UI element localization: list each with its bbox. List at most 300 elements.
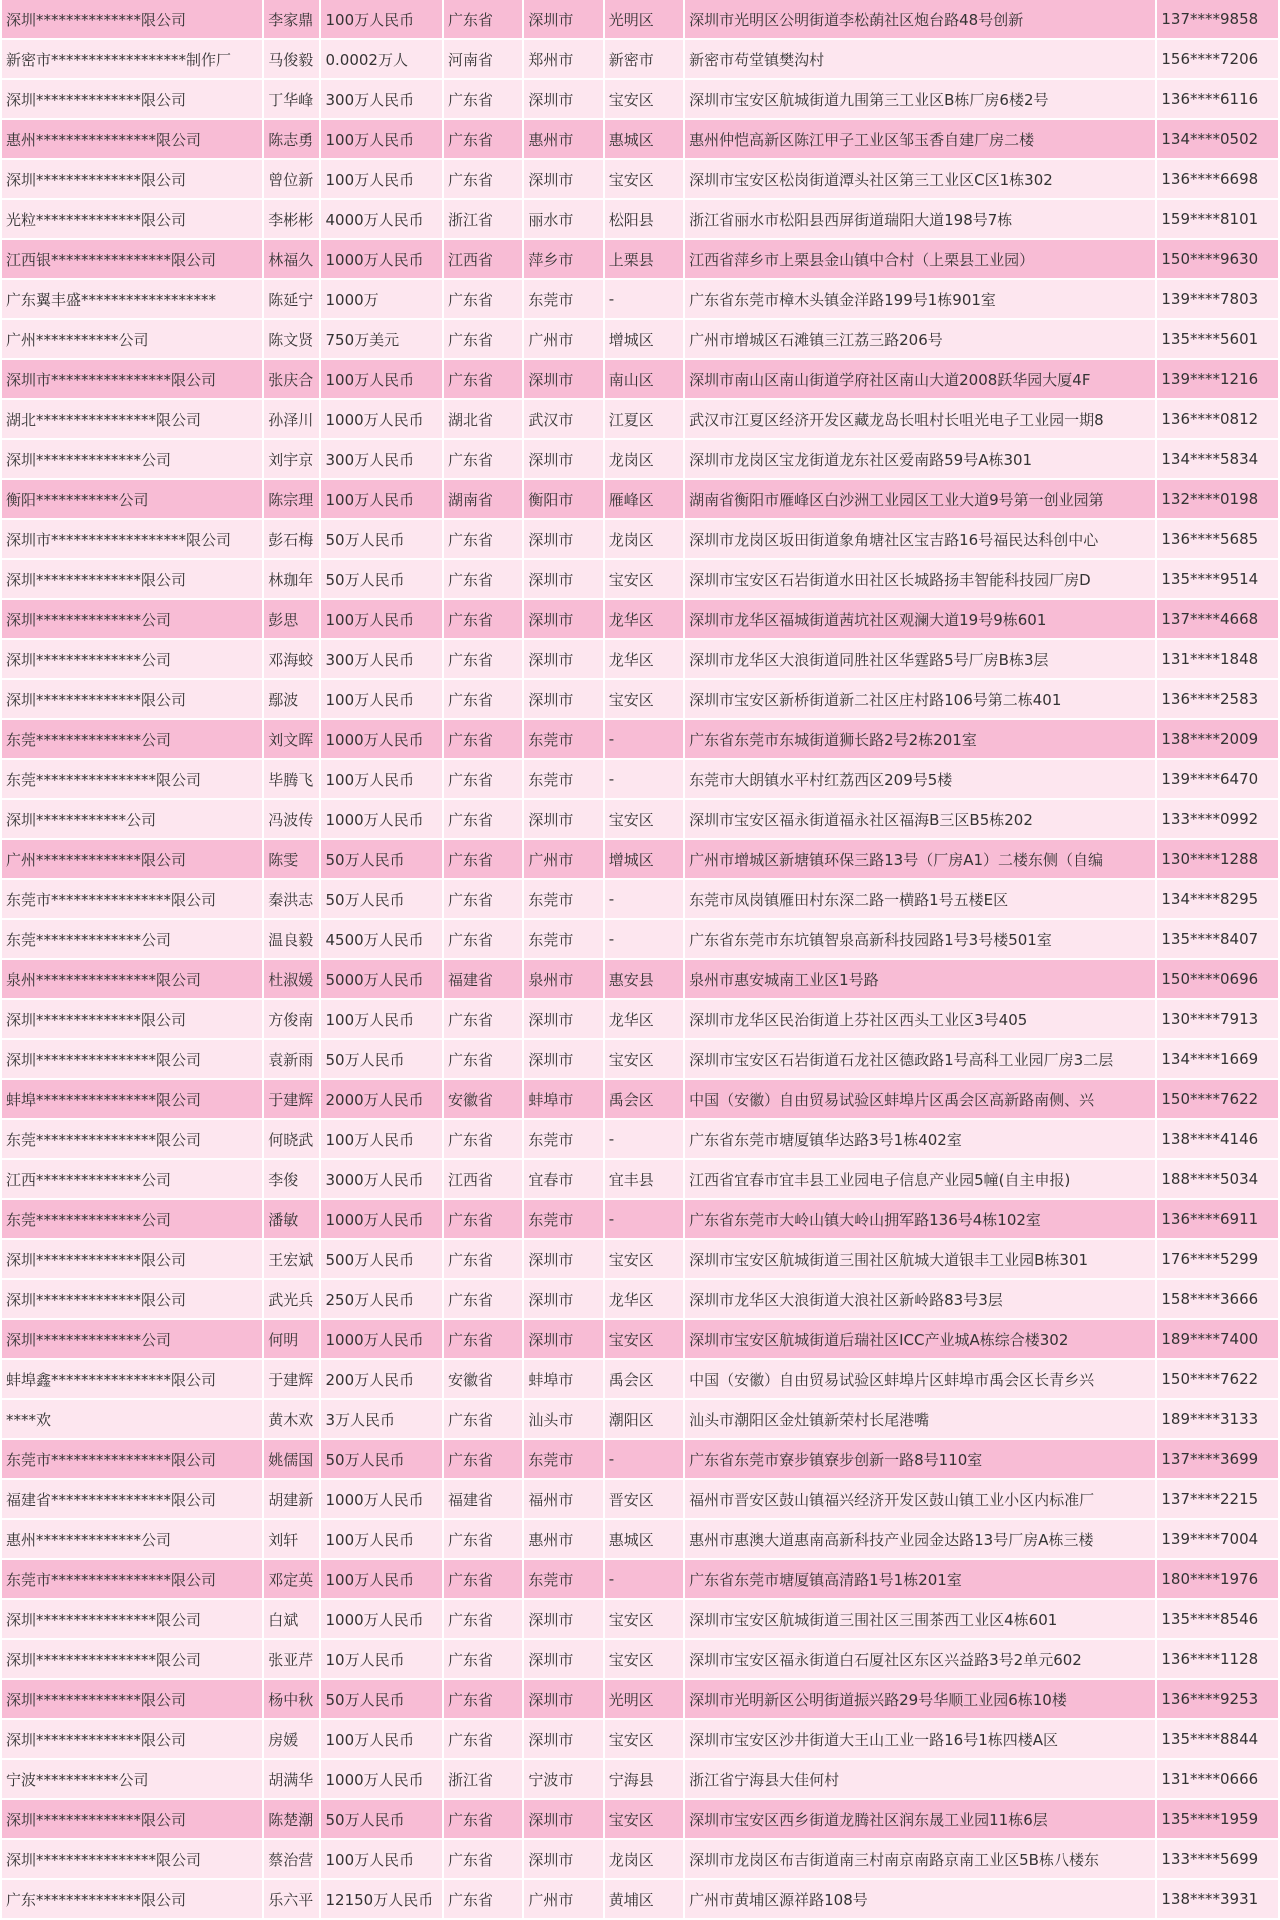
- province-cell: 广东省: [444, 120, 522, 160]
- district-cell: 龙华区: [605, 1280, 683, 1320]
- province-cell: 广东省: [444, 1120, 522, 1160]
- table-row: [2, 480, 1278, 520]
- registered-capital-cell: 100万人民币: [321, 360, 442, 400]
- company-name-cell: ****欢: [2, 1400, 262, 1440]
- district-cell: 宝安区: [605, 1320, 683, 1360]
- city-cell: 深圳市: [524, 1320, 602, 1360]
- table-row: [2, 1240, 1278, 1280]
- district-cell: 惠城区: [605, 120, 683, 160]
- district-cell: 龙岗区: [605, 520, 683, 560]
- registered-capital-cell: 3万人民币: [321, 1400, 442, 1440]
- district-cell: 禹会区: [605, 1360, 683, 1400]
- legal-person-cell: 袁新雨: [264, 1040, 319, 1080]
- legal-person-cell: 陈宗理: [264, 480, 319, 520]
- legal-person-cell: 何晓武: [264, 1120, 319, 1160]
- address-cell: 江西省萍乡市上栗县金山镇中合村（上栗县工业园）: [685, 240, 1155, 280]
- phone-cell: 134****1669: [1157, 1040, 1278, 1080]
- city-cell: 深圳市: [524, 160, 602, 200]
- province-cell: 广东省: [444, 920, 522, 960]
- address-cell: 新密市苟堂镇樊沟村: [685, 40, 1155, 80]
- address-cell: 深圳市南山区南山街道学府社区南山大道2008跃华园大厦4F: [685, 360, 1155, 400]
- city-cell: 深圳市: [524, 1240, 602, 1280]
- district-cell: -: [605, 720, 683, 760]
- address-cell: 广东省东莞市东城街道狮长路2号2栋201室: [685, 720, 1155, 760]
- province-cell: 广东省: [444, 1600, 522, 1640]
- address-cell: 深圳市龙华区民治街道上芬社区西头工业区3号405: [685, 1000, 1155, 1040]
- province-cell: 浙江省: [444, 200, 522, 240]
- phone-cell: 134****8295: [1157, 880, 1278, 920]
- legal-person-cell: 曾位新: [264, 160, 319, 200]
- address-cell: 浙江省丽水市松阳县西屏街道瑞阳大道198号7栋: [685, 200, 1155, 240]
- phone-cell: 135****8546: [1157, 1600, 1278, 1640]
- registered-capital-cell: 50万人民币: [321, 1680, 442, 1720]
- district-cell: 龙华区: [605, 600, 683, 640]
- address-cell: 深圳市宝安区航城街道三围社区三围茶西工业区4栋601: [685, 1600, 1155, 1640]
- province-cell: 广东省: [444, 1680, 522, 1720]
- district-cell: 江夏区: [605, 400, 683, 440]
- table-row: [2, 1440, 1278, 1480]
- district-cell: -: [605, 920, 683, 960]
- phone-cell: 134****0502: [1157, 120, 1278, 160]
- city-cell: 丽水市: [524, 200, 602, 240]
- phone-cell: 136****2583: [1157, 680, 1278, 720]
- district-cell: 潮阳区: [605, 1400, 683, 1440]
- table-row: [2, 760, 1278, 800]
- company-name-cell: 惠州****************限公司: [2, 120, 262, 160]
- table-row: [2, 280, 1278, 320]
- city-cell: 惠州市: [524, 1520, 602, 1560]
- address-cell: 浙江省宁海县大佳何村: [685, 1760, 1155, 1800]
- address-cell: 深圳市宝安区福永街道白石厦社区东区兴益路3号2单元602: [685, 1640, 1155, 1680]
- city-cell: 福州市: [524, 1480, 602, 1520]
- district-cell: 雁峰区: [605, 480, 683, 520]
- address-cell: 广东省东莞市塘厦镇华达路3号1栋402室: [685, 1120, 1155, 1160]
- table-row: [2, 1120, 1278, 1160]
- registered-capital-cell: 750万美元: [321, 320, 442, 360]
- company-name-cell: 深圳**************限公司: [2, 1280, 262, 1320]
- legal-person-cell: 杜淑媛: [264, 960, 319, 1000]
- company-name-cell: 广东**************限公司: [2, 1880, 262, 1920]
- city-cell: 深圳市: [524, 80, 602, 120]
- table-row: [2, 680, 1278, 720]
- table-body: [2, 0, 1278, 1920]
- address-cell: 深圳市龙华区大浪街道同胜社区华霆路5号厂房B栋3层: [685, 640, 1155, 680]
- city-cell: 萍乡市: [524, 240, 602, 280]
- company-name-cell: 东莞市****************限公司: [2, 880, 262, 920]
- legal-person-cell: 陈文贤: [264, 320, 319, 360]
- table-row: [2, 1560, 1278, 1600]
- registered-capital-cell: 50万人民币: [321, 1440, 442, 1480]
- address-cell: 深圳市宝安区松岗街道潭头社区第三工业区C区1栋302: [685, 160, 1155, 200]
- company-name-cell: 深圳**************公司: [2, 600, 262, 640]
- district-cell: 宝安区: [605, 1600, 683, 1640]
- registered-capital-cell: 10万人民币: [321, 1640, 442, 1680]
- address-cell: 深圳市宝安区航城街道三围社区航城大道银丰工业园B栋301: [685, 1240, 1155, 1280]
- district-cell: -: [605, 880, 683, 920]
- phone-cell: 136****6698: [1157, 160, 1278, 200]
- city-cell: 东莞市: [524, 920, 602, 960]
- province-cell: 广东省: [444, 1400, 522, 1440]
- table-row: [2, 1200, 1278, 1240]
- city-cell: 深圳市: [524, 1600, 602, 1640]
- district-cell: 晋安区: [605, 1480, 683, 1520]
- company-name-cell: 惠州**************公司: [2, 1520, 262, 1560]
- district-cell: 宝安区: [605, 160, 683, 200]
- address-cell: 深圳市龙岗区布吉街道南三村南京南路京南工业区5B栋八楼东: [685, 1840, 1155, 1880]
- registered-capital-cell: 100万人民币: [321, 1840, 442, 1880]
- legal-person-cell: 林福久: [264, 240, 319, 280]
- table-row: [2, 1400, 1278, 1440]
- district-cell: 龙华区: [605, 1000, 683, 1040]
- address-cell: 中国（安徽）自由贸易试验区蚌埠片区禹会区高新路南侧、兴: [685, 1080, 1155, 1120]
- legal-person-cell: 陈雯: [264, 840, 319, 880]
- address-cell: 东莞市大朗镇水平村红荔西区209号5楼: [685, 760, 1155, 800]
- legal-person-cell: 房媛: [264, 1720, 319, 1760]
- company-name-cell: 福建省****************限公司: [2, 1480, 262, 1520]
- legal-person-cell: 李俊: [264, 1160, 319, 1200]
- district-cell: 南山区: [605, 360, 683, 400]
- company-name-cell: 东莞**************公司: [2, 1200, 262, 1240]
- phone-cell: 137****4668: [1157, 600, 1278, 640]
- address-cell: 广东省东莞市东坑镇智泉高新科技园路1号3号楼501室: [685, 920, 1155, 960]
- legal-person-cell: 陈志勇: [264, 120, 319, 160]
- province-cell: 广东省: [444, 1720, 522, 1760]
- city-cell: 衡阳市: [524, 480, 602, 520]
- city-cell: 东莞市: [524, 280, 602, 320]
- province-cell: 广东省: [444, 680, 522, 720]
- address-cell: 广东省东莞市樟木头镇金洋路199号1栋901室: [685, 280, 1155, 320]
- registered-capital-cell: 300万人民币: [321, 440, 442, 480]
- table-row: [2, 160, 1278, 200]
- company-name-cell: 东莞**************公司: [2, 720, 262, 760]
- registered-capital-cell: 1000万人民币: [321, 1760, 442, 1800]
- legal-person-cell: 陈楚潮: [264, 1800, 319, 1840]
- legal-person-cell: 鄢波: [264, 680, 319, 720]
- phone-cell: 135****8844: [1157, 1720, 1278, 1760]
- address-cell: 福州市晋安区鼓山镇福兴经济开发区鼓山镇工业小区内标准厂: [685, 1480, 1155, 1520]
- province-cell: 安徽省: [444, 1360, 522, 1400]
- address-cell: 武汉市江夏区经济开发区藏龙岛长咀村长咀光电子工业园一期8: [685, 400, 1155, 440]
- registered-capital-cell: 1000万人民币: [321, 240, 442, 280]
- district-cell: 惠安县: [605, 960, 683, 1000]
- address-cell: 东莞市凤岗镇雁田村东深二路一横路1号五楼E区: [685, 880, 1155, 920]
- table-row: [2, 1880, 1278, 1920]
- registered-capital-cell: 100万人民币: [321, 1120, 442, 1160]
- phone-cell: 131****0666: [1157, 1760, 1278, 1800]
- address-cell: 深圳市龙华区大浪街道大浪社区新岭路83号3层: [685, 1280, 1155, 1320]
- address-cell: 汕头市潮阳区金灶镇新荣村长尾港嘴: [685, 1400, 1155, 1440]
- phone-cell: 138****4146: [1157, 1120, 1278, 1160]
- province-cell: 广东省: [444, 1840, 522, 1880]
- registered-capital-cell: 0.0002万人: [321, 40, 442, 80]
- province-cell: 广东省: [444, 1640, 522, 1680]
- company-name-cell: 深圳**************限公司: [2, 560, 262, 600]
- phone-cell: 136****5685: [1157, 520, 1278, 560]
- company-name-cell: 深圳**************公司: [2, 1320, 262, 1360]
- province-cell: 广东省: [444, 1320, 522, 1360]
- company-name-cell: 深圳**************限公司: [2, 1000, 262, 1040]
- province-cell: 广东省: [444, 1040, 522, 1080]
- district-cell: 宝安区: [605, 1800, 683, 1840]
- district-cell: -: [605, 280, 683, 320]
- phone-cell: 136****6911: [1157, 1200, 1278, 1240]
- city-cell: 东莞市: [524, 1120, 602, 1160]
- registered-capital-cell: 250万人民币: [321, 1280, 442, 1320]
- district-cell: -: [605, 1120, 683, 1160]
- district-cell: -: [605, 760, 683, 800]
- district-cell: 龙岗区: [605, 1840, 683, 1880]
- province-cell: 广东省: [444, 360, 522, 400]
- province-cell: 湖北省: [444, 400, 522, 440]
- city-cell: 深圳市: [524, 440, 602, 480]
- city-cell: 汕头市: [524, 1400, 602, 1440]
- phone-cell: 135****5601: [1157, 320, 1278, 360]
- phone-cell: 139****7803: [1157, 280, 1278, 320]
- table-row: [2, 1360, 1278, 1400]
- registered-capital-cell: 200万人民币: [321, 1360, 442, 1400]
- legal-person-cell: 彭石梅: [264, 520, 319, 560]
- company-name-cell: 东莞****************限公司: [2, 760, 262, 800]
- phone-cell: 134****5834: [1157, 440, 1278, 480]
- address-cell: 广州市黄埔区源祥路108号: [685, 1880, 1155, 1920]
- registered-capital-cell: 100万人民币: [321, 0, 442, 40]
- district-cell: 禹会区: [605, 1080, 683, 1120]
- company-name-cell: 泉州****************限公司: [2, 960, 262, 1000]
- table-row: [2, 640, 1278, 680]
- registered-capital-cell: 1000万人民币: [321, 1600, 442, 1640]
- province-cell: 广东省: [444, 280, 522, 320]
- company-name-cell: 衡阳***********公司: [2, 480, 262, 520]
- address-cell: 深圳市宝安区西乡街道龙腾社区润东晟工业园11栋6层: [685, 1800, 1155, 1840]
- city-cell: 深圳市: [524, 520, 602, 560]
- phone-cell: 131****1848: [1157, 640, 1278, 680]
- address-cell: 广东省东莞市大岭山镇大岭山拥军路136号4栋102室: [685, 1200, 1155, 1240]
- district-cell: 龙华区: [605, 640, 683, 680]
- province-cell: 江西省: [444, 240, 522, 280]
- table-row: [2, 840, 1278, 880]
- registered-capital-cell: 100万人民币: [321, 120, 442, 160]
- table-row: [2, 1680, 1278, 1720]
- phone-cell: 136****9253: [1157, 1680, 1278, 1720]
- address-cell: 深圳市龙岗区宝龙街道龙东社区爱南路59号A栋301: [685, 440, 1155, 480]
- address-cell: 广州市增城区新塘镇环保三路13号（厂房A1）二楼东侧（自编: [685, 840, 1155, 880]
- city-cell: 深圳市: [524, 800, 602, 840]
- city-cell: 东莞市: [524, 720, 602, 760]
- table-row: [2, 40, 1278, 80]
- city-cell: 东莞市: [524, 1200, 602, 1240]
- address-cell: 深圳市光明区公明街道李松蓢社区炮台路48号创新: [685, 0, 1155, 40]
- company-name-cell: 深圳**************限公司: [2, 1720, 262, 1760]
- province-cell: 广东省: [444, 760, 522, 800]
- legal-person-cell: 于建辉: [264, 1360, 319, 1400]
- district-cell: 宝安区: [605, 1640, 683, 1680]
- table-row: [2, 1520, 1278, 1560]
- city-cell: 惠州市: [524, 120, 602, 160]
- registered-capital-cell: 100万人民币: [321, 1560, 442, 1600]
- company-name-cell: 深圳****************限公司: [2, 1640, 262, 1680]
- registered-capital-cell: 50万人民币: [321, 1040, 442, 1080]
- phone-cell: 159****8101: [1157, 200, 1278, 240]
- city-cell: 深圳市: [524, 360, 602, 400]
- city-cell: 深圳市: [524, 560, 602, 600]
- company-name-cell: 东莞**************公司: [2, 920, 262, 960]
- table-row: [2, 0, 1278, 40]
- phone-cell: 138****2009: [1157, 720, 1278, 760]
- registered-capital-cell: 12150万人民币: [321, 1880, 442, 1920]
- province-cell: 广东省: [444, 1200, 522, 1240]
- legal-person-cell: 毕腾飞: [264, 760, 319, 800]
- district-cell: 宝安区: [605, 80, 683, 120]
- district-cell: 宝安区: [605, 1240, 683, 1280]
- company-name-cell: 东莞****************限公司: [2, 1120, 262, 1160]
- phone-cell: 188****5034: [1157, 1160, 1278, 1200]
- table-row: [2, 600, 1278, 640]
- registered-capital-cell: 50万人民币: [321, 880, 442, 920]
- phone-cell: 189****3133: [1157, 1400, 1278, 1440]
- table-row: [2, 240, 1278, 280]
- city-cell: 深圳市: [524, 1000, 602, 1040]
- table-row: [2, 880, 1278, 920]
- company-name-cell: 蚌埠鑫****************限公司: [2, 1360, 262, 1400]
- phone-cell: 158****3666: [1157, 1280, 1278, 1320]
- address-cell: 广州市增城区石滩镇三江荔三路206号: [685, 320, 1155, 360]
- city-cell: 东莞市: [524, 880, 602, 920]
- address-cell: 惠州市惠澳大道惠南高新科技产业园金达路13号厂房A栋三楼: [685, 1520, 1155, 1560]
- company-name-cell: 深圳************公司: [2, 800, 262, 840]
- legal-person-cell: 刘轩: [264, 1520, 319, 1560]
- address-cell: 广东省东莞市塘厦镇高清路1号1栋201室: [685, 1560, 1155, 1600]
- province-cell: 广东省: [444, 800, 522, 840]
- phone-cell: 130****7913: [1157, 1000, 1278, 1040]
- legal-person-cell: 白斌: [264, 1600, 319, 1640]
- table-row: [2, 360, 1278, 400]
- legal-person-cell: 蔡治营: [264, 1840, 319, 1880]
- address-cell: 深圳市宝安区新桥街道新二社区庄村路106号第二栋401: [685, 680, 1155, 720]
- district-cell: 宝安区: [605, 680, 683, 720]
- legal-person-cell: 邓定英: [264, 1560, 319, 1600]
- city-cell: 深圳市: [524, 1280, 602, 1320]
- table-row: [2, 1720, 1278, 1760]
- city-cell: 武汉市: [524, 400, 602, 440]
- province-cell: 广东省: [444, 1800, 522, 1840]
- company-name-cell: 湖北****************限公司: [2, 400, 262, 440]
- table-row: [2, 720, 1278, 760]
- registered-capital-cell: 100万人民币: [321, 160, 442, 200]
- registered-capital-cell: 100万人民币: [321, 680, 442, 720]
- legal-person-cell: 胡建新: [264, 1480, 319, 1520]
- province-cell: 福建省: [444, 960, 522, 1000]
- province-cell: 广东省: [444, 640, 522, 680]
- province-cell: 广东省: [444, 160, 522, 200]
- city-cell: 广州市: [524, 320, 602, 360]
- phone-cell: 138****3931: [1157, 1880, 1278, 1920]
- registered-capital-cell: 500万人民币: [321, 1240, 442, 1280]
- registered-capital-cell: 50万人民币: [321, 560, 442, 600]
- legal-person-cell: 秦洪志: [264, 880, 319, 920]
- company-name-cell: 深圳****************限公司: [2, 1040, 262, 1080]
- registered-capital-cell: 100万人民币: [321, 1000, 442, 1040]
- legal-person-cell: 乐六平: [264, 1880, 319, 1920]
- city-cell: 深圳市: [524, 1840, 602, 1880]
- district-cell: 松阳县: [605, 200, 683, 240]
- address-cell: 深圳市龙华区福城街道茜坑社区观澜大道19号9栋601: [685, 600, 1155, 640]
- legal-person-cell: 陈延宁: [264, 280, 319, 320]
- table-row: [2, 80, 1278, 120]
- table-row: [2, 440, 1278, 480]
- legal-person-cell: 冯波传: [264, 800, 319, 840]
- address-cell: 深圳市宝安区石岩街道水田社区长城路扬丰智能科技园厂房D: [685, 560, 1155, 600]
- legal-person-cell: 李彬彬: [264, 200, 319, 240]
- company-name-cell: 深圳**************限公司: [2, 80, 262, 120]
- city-cell: 深圳市: [524, 1040, 602, 1080]
- registered-capital-cell: 100万人民币: [321, 480, 442, 520]
- legal-person-cell: 武光兵: [264, 1280, 319, 1320]
- table-row: [2, 1800, 1278, 1840]
- registered-capital-cell: 300万人民币: [321, 640, 442, 680]
- city-cell: 宁波市: [524, 1760, 602, 1800]
- company-name-cell: 深圳**************限公司: [2, 0, 262, 40]
- legal-person-cell: 黄木欢: [264, 1400, 319, 1440]
- phone-cell: 137****9858: [1157, 0, 1278, 40]
- city-cell: 广州市: [524, 840, 602, 880]
- city-cell: 蚌埠市: [524, 1360, 602, 1400]
- district-cell: 黄埔区: [605, 1880, 683, 1920]
- company-name-cell: 东莞市****************限公司: [2, 1560, 262, 1600]
- province-cell: 安徽省: [444, 1080, 522, 1120]
- phone-cell: 133****5699: [1157, 1840, 1278, 1880]
- company-name-cell: 江西**************公司: [2, 1160, 262, 1200]
- province-cell: 广东省: [444, 1560, 522, 1600]
- city-cell: 深圳市: [524, 600, 602, 640]
- phone-cell: 136****0812: [1157, 400, 1278, 440]
- district-cell: 上栗县: [605, 240, 683, 280]
- registered-capital-cell: 4000万人民币: [321, 200, 442, 240]
- province-cell: 广东省: [444, 0, 522, 40]
- district-cell: 宁海县: [605, 1760, 683, 1800]
- district-cell: 新密市: [605, 40, 683, 80]
- address-cell: 深圳市宝安区福永街道福永社区福海B三区B5栋202: [685, 800, 1155, 840]
- company-name-cell: 江西银****************限公司: [2, 240, 262, 280]
- registered-capital-cell: 50万人民币: [321, 1800, 442, 1840]
- table-row: [2, 1040, 1278, 1080]
- company-name-cell: 宁波***********公司: [2, 1760, 262, 1800]
- table-row: [2, 560, 1278, 600]
- company-name-cell: 深圳**************限公司: [2, 1800, 262, 1840]
- district-cell: 宜丰县: [605, 1160, 683, 1200]
- city-cell: 深圳市: [524, 0, 602, 40]
- province-cell: 广东省: [444, 1440, 522, 1480]
- company-name-cell: 东莞市****************限公司: [2, 1440, 262, 1480]
- district-cell: 增城区: [605, 840, 683, 880]
- company-name-cell: 光粒**************限公司: [2, 200, 262, 240]
- address-cell: 湖南省衡阳市雁峰区白沙洲工业园区工业大道9号第一创业园第: [685, 480, 1155, 520]
- company-name-cell: 广州**************限公司: [2, 840, 262, 880]
- registered-capital-cell: 1000万人民币: [321, 720, 442, 760]
- registered-capital-cell: 1000万: [321, 280, 442, 320]
- company-name-cell: 深圳市****************限公司: [2, 360, 262, 400]
- phone-cell: 135****8407: [1157, 920, 1278, 960]
- city-cell: 郑州市: [524, 40, 602, 80]
- registered-capital-cell: 300万人民币: [321, 80, 442, 120]
- registered-capital-cell: 1000万人民币: [321, 1200, 442, 1240]
- registered-capital-cell: 100万人民币: [321, 600, 442, 640]
- phone-cell: 139****1216: [1157, 360, 1278, 400]
- address-cell: 惠州仲恺高新区陈江甲子工业区邹玉香自建厂房二楼: [685, 120, 1155, 160]
- table-row: [2, 400, 1278, 440]
- table-row: [2, 800, 1278, 840]
- city-cell: 深圳市: [524, 1640, 602, 1680]
- company-name-cell: 广东翼丰盛******************: [2, 280, 262, 320]
